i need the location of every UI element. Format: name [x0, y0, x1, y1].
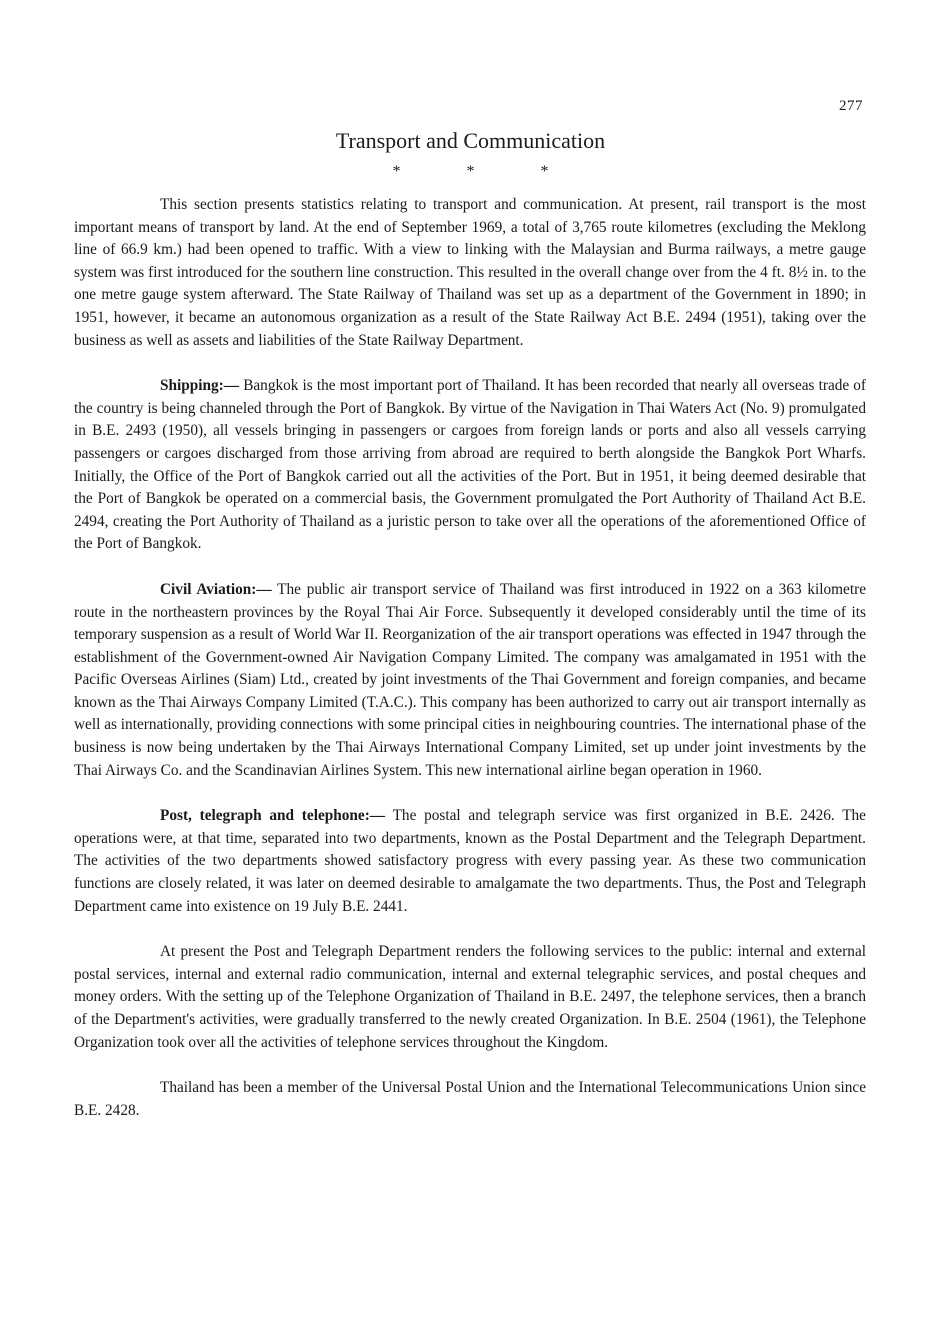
paragraph-shipping	[74, 375, 866, 556]
paragraph-membership	[74, 1077, 866, 1122]
section-heading-civil-aviation: Civil Aviation:—	[160, 580, 272, 598]
separator-star: *	[466, 163, 475, 180]
section-heading-shipping: Shipping:—	[160, 377, 240, 395]
paragraph-text: This section presents statistics relating to transport and communication. At present, rail transport is the most important means of transport by land. At the end of September 1969, a total of 3,765 route kilometres (excluding the Meklong line of 66.9 km.) had been opened to traffic. With a view to linking with the Malaysian and Burma railways, a metre gauge system was first introduced for the southern line construction. This resulted in the overall change over from the 4 ft. 8½ in. to the one metre gauge system afterward. The State Railway of Thailand was set up as a department of the Government in 1890; in 1951, however, it became an autonomous organization as a result of the State Railway Act B.E. 2494 (1951), taking over the business as well as assets and liabilities of the State Railway Department.	[74, 196, 866, 349]
page-number: 277	[839, 98, 863, 114]
separator-star: *	[540, 163, 549, 180]
paragraph-text: Bangkok is the most important port of Thailand. It has been recorded that nearly all overseas trade of the country is being channeled through the Port of Bangkok. By virtue of the Navigation in Thai Waters Act (No. 9) promulgated in B.E. 2493 (1950), all vessels bringing in passengers or cargoes from foreign lands or ports and also all vessels carrying passengers or cargoes discharged from those arriving from abroad are required to berth alongside the Bangkok Port Wharfs. Initially, the Office of the Port of Bangkok carried out all the activities of the Port. But in 1951, it being deemed desirable that the Port of Bangkok be operated on a commercial basis, the Government promulgated the Port Authority of Thailand Act B.E. 2494, creating the Port Authority of Thailand as a juristic person to take over all the operations of the aforementioned Office of the Port of Bangkok.	[74, 377, 867, 553]
document-body	[74, 194, 866, 1145]
paragraph-text: The postal and telegraph service was first organized in B.E. 2426. The operations were, at that time, separated into two departments, known as the Postal Department and the Telegraph Department. The activities of the two departments showed satisfactory progress with every passing year. As these two communication functions are closely related, it was later on deemed desirable to amalgamate the two departments. Thus, the Post and Telegraph Department came into existence on 19 July B.E. 2441.	[74, 807, 866, 915]
paragraph-introduction	[74, 194, 866, 352]
paragraph-post-telegraph	[74, 805, 866, 918]
section-heading-post-telegraph: Post, telegraph and telephone:—	[160, 807, 386, 825]
paragraph-civil-aviation	[74, 579, 866, 782]
paragraph-present-services	[74, 941, 866, 1054]
paragraph-text: Thailand has been a member of the Universal Postal Union and the International Telecommunications Union since B.E. 2428.	[74, 1079, 866, 1119]
paragraph-text: The public air transport service of Thailand was first introduced in 1922 on a 363 kilometre route in the northeastern provinces by the Royal Thai Air Force. Subsequently it developed considerably until the time of its temporary suspension as a result of World War II. Reorganization of the air transport operations was effected in 1947 through the establishment of the Government-owned Air Navigation Company Limited. The company was amalgamated in 1951 with the Pacific Overseas Airlines (Siam) Ltd., created by joint investments of the Thai Government and foreign companies, and became known as the Thai Airways Company Limited (T.A.C.). This company has been authorized to carry out air transport internally as well as internationally, providing connections with some principal cities in neighbouring countries. The international phase of the business is now being undertaken by the Thai Airways International Company Limited, set up under joint investments by the Thai Airways Co. and the Scandinavian Airlines System. This new international airline began operation in 1960.	[74, 580, 866, 779]
page-title: Transport and Communication	[335, 128, 606, 153]
paragraph-text: At present the Post and Telegraph Department renders the following services to the public: internal and external postal services, internal and external radio communication, internal and external telegraphic services, and postal cheques and money orders. With the setting up of the Telephone Organization of Thailand in B.E. 2497, the telephone services, then a branch of the Department's activities, were gradually transferred to the newly created Organization. In B.E. 2504 (1961), the Telephone Organization took over all the activities of telephone services throughout the Kingdom.	[74, 943, 866, 1051]
separator-star: *	[392, 163, 401, 180]
section-separator	[0, 163, 941, 181]
